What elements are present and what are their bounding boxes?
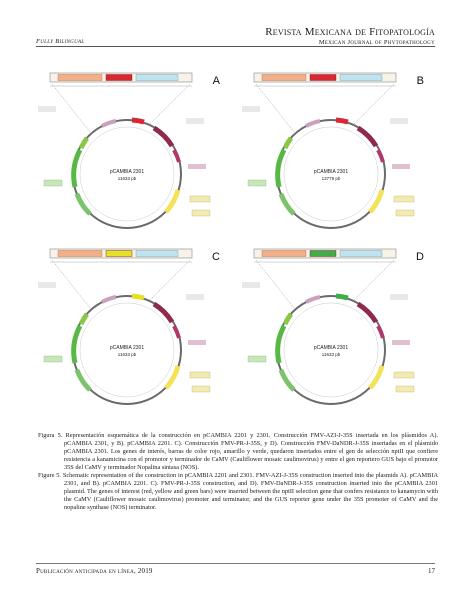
- footer-note: Publicación anticipada en línea, 2019: [36, 567, 153, 575]
- feature-box-right-1: [190, 372, 210, 378]
- terminator-block: [136, 251, 178, 257]
- site-label-right: [186, 294, 204, 300]
- gene-arc-green-1: [278, 326, 284, 363]
- feature-box-right-1: [394, 196, 414, 202]
- gene-insert-arc: [132, 120, 144, 122]
- panel-letter: D: [416, 251, 424, 263]
- feature-box-right-2: [396, 210, 414, 216]
- connector-line-right: [354, 260, 394, 300]
- plasmid-map: [32, 238, 232, 413]
- promoter-block: [58, 75, 102, 81]
- feature-box-right-3: [392, 164, 410, 169]
- header-rule: [36, 46, 435, 47]
- gene-arc-green-1: [74, 150, 80, 187]
- gene-insert-block: [310, 251, 336, 257]
- gene-arc-yellow: [166, 190, 178, 212]
- gene-arc-green-2: [81, 138, 87, 148]
- footer-rule: [36, 563, 435, 564]
- feature-box-left: [248, 356, 266, 362]
- gene-insert-arc: [336, 296, 348, 298]
- gene-arc-yellow: [370, 366, 382, 388]
- page-number: 17: [428, 567, 435, 575]
- promoter-block: [262, 75, 306, 81]
- running-head-left: Fully Bilingual: [36, 38, 85, 45]
- connector-line-right: [150, 260, 190, 300]
- gene-arc-maroon-1: [358, 128, 376, 146]
- promoter-block: [262, 251, 306, 257]
- connector-line-left: [256, 84, 294, 132]
- feature-box-right-1: [190, 196, 210, 202]
- gene-arc-pink: [102, 297, 116, 302]
- plasmid-map: [236, 238, 436, 413]
- terminator-block: [136, 75, 178, 81]
- gene-arc-pink: [102, 121, 116, 126]
- plasmid-name: pCAMBIA 2301: [313, 169, 349, 175]
- panel-b: [236, 62, 436, 237]
- feature-box-right-2: [396, 386, 414, 392]
- journal-subtitle: Mexican Journal of Phytopathology: [318, 39, 435, 46]
- feature-box-left: [248, 180, 266, 186]
- site-label-right: [186, 118, 204, 124]
- connector-line-left: [52, 84, 90, 132]
- site-label-left: [38, 106, 56, 112]
- gene-arc-green-1: [278, 150, 284, 187]
- gene-arc-maroon-2: [174, 326, 179, 338]
- feature-box-right-3: [392, 340, 410, 345]
- feature-box-left: [44, 356, 62, 362]
- gene-insert-arc: [336, 120, 348, 122]
- gene-insert-block: [106, 251, 132, 257]
- plasmid-name: pCAMBIA 2301: [313, 345, 349, 351]
- connector-line-left: [52, 260, 90, 308]
- figure-caption: [38, 432, 438, 512]
- gene-arc-green-3: [77, 194, 90, 214]
- plasmid-size: 11633 pb: [117, 176, 137, 181]
- feature-box-right-1: [394, 372, 414, 378]
- gene-arc-green-3: [77, 370, 90, 390]
- site-label-left: [242, 106, 260, 112]
- site-label-left: [242, 282, 260, 288]
- caption-spanish: Figura 5. Representación esquemática de la construcción en pCAMBIA 2201 y 2301. Construcción FMV-AZI-J-35S insertada en los plásmidos A). pCAMBIA 2301, y B). pCAMBIA 2201. C). Construcción FMV-PR-J-35S, y D). Construcción FMV-DaNDR-J-35S insertadas en el plásmido pCAMBIA 2301. Los genes de interés, barras de color rojo, amarillo y verde, quedaron insertados entre el gen de selección nptII que confiere resistencia a kanamicina con el promotor y terminador de CaMV (Cauliflower mosaic caulimovirus) y entre el gen reportero GUS bajo el promotor 35S del CaMV y terminador Nopalina sintasa (NOS).: [38, 432, 438, 471]
- promoter-block: [58, 251, 102, 257]
- connector-line-right: [354, 84, 394, 124]
- gene-arc-green-3: [281, 370, 294, 390]
- gene-arc-green-2: [285, 314, 291, 324]
- gene-insert-block: [310, 75, 336, 81]
- gene-arc-yellow: [370, 190, 382, 212]
- gene-arc-maroon-1: [358, 304, 376, 322]
- gene-arc-green-1: [74, 326, 80, 363]
- plasmid-size: 11633 pb: [117, 352, 137, 357]
- journal-title: Revista Mexicana de Fitopatología: [265, 26, 435, 38]
- panel-letter: B: [416, 75, 424, 87]
- panel-letter: C: [212, 251, 220, 263]
- plasmid-size: 11633 pb: [321, 352, 341, 357]
- plasmid-name: pCAMBIA 2301: [109, 169, 145, 175]
- panel-letter: A: [212, 75, 220, 87]
- gene-arc-pink: [306, 121, 320, 126]
- site-label-left: [38, 282, 56, 288]
- gene-arc-maroon-1: [154, 304, 172, 322]
- feature-box-right-3: [188, 340, 206, 345]
- gene-arc-maroon-1: [154, 128, 172, 146]
- gene-insert-arc: [132, 296, 144, 298]
- connector-line-right: [150, 84, 190, 124]
- gene-arc-green-2: [285, 138, 291, 148]
- feature-box-right-2: [192, 386, 210, 392]
- panel-c: [32, 238, 232, 413]
- gene-arc-yellow: [166, 366, 178, 388]
- plasmid-map: [32, 62, 232, 237]
- site-label-right: [390, 294, 408, 300]
- gene-insert-block: [106, 75, 132, 81]
- terminator-block: [340, 75, 382, 81]
- gene-arc-maroon-2: [378, 326, 383, 338]
- plasmid-map: [236, 62, 436, 237]
- gene-arc-pink: [306, 297, 320, 302]
- feature-box-right-3: [188, 164, 206, 169]
- plasmid-name: pCAMBIA 2301: [109, 345, 145, 351]
- gene-arc-maroon-2: [174, 150, 179, 162]
- site-label-right: [390, 118, 408, 124]
- connector-line-left: [256, 260, 294, 308]
- panel-a: [32, 62, 232, 237]
- gene-arc-green-2: [81, 314, 87, 324]
- gene-arc-maroon-2: [378, 150, 383, 162]
- journal-header: [265, 26, 435, 46]
- terminator-block: [340, 251, 382, 257]
- feature-box-left: [44, 180, 62, 186]
- gene-arc-green-3: [281, 194, 294, 214]
- panel-d: [236, 238, 436, 413]
- feature-box-right-2: [192, 210, 210, 216]
- caption-english: Figure 5. Schematic representation of the construction in pCAMBIA 2201 and 2301. FMV-AZI-J-35S construction inserted into the plasmids A). pCAMBIA 2301, and B). pCAMBIA 2201. C). FMV-PR-J-35S construction, and D). FMV-DaNDR-J-35S construction inserted into the pCAMBIA 2301 plasmid. The genes of interest (red, yellow and green bars) were inserted between the nptII selection gene that confers resistance to kanamycin with the CaMV (Cauliflower mosaic caulimovirus) promoter and terminator, and the GUS reporter gene under the 35S promoter of CaMV and the nopaline synthase (NOS) terminator.: [38, 472, 438, 511]
- plasmid-size: 13779 pb: [321, 176, 341, 181]
